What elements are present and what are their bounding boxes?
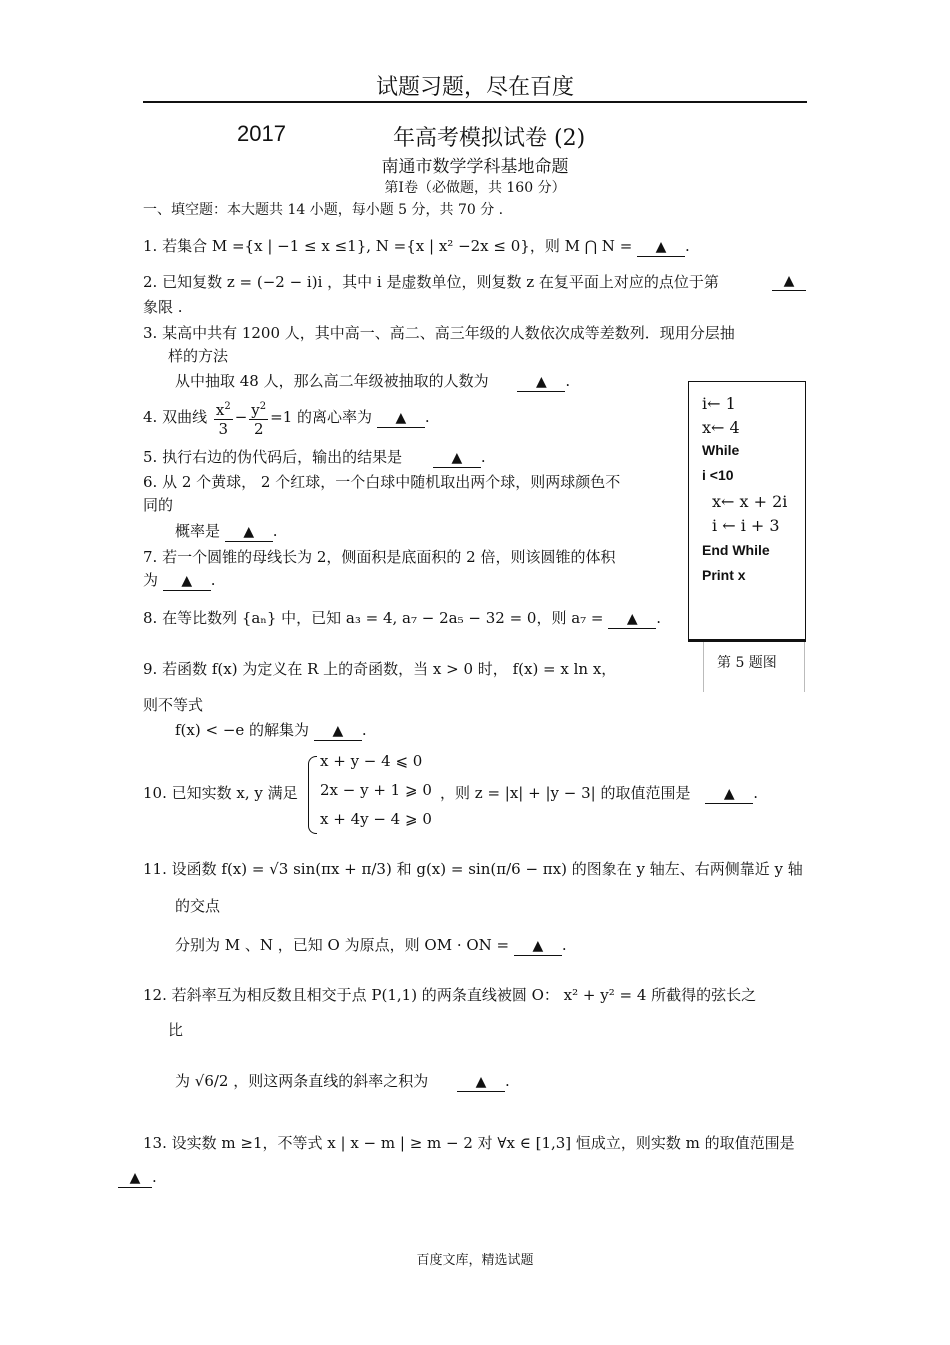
header-rule xyxy=(143,101,807,103)
q11-text-line3: 分别为 M 、N ，已知 O 为原点，则 OM · ON = ▲ . xyxy=(175,936,567,954)
q9-answer-blank: ▲ xyxy=(314,721,362,741)
exam-title: 年高考模拟试卷 (2) xyxy=(393,126,586,151)
question-10: 10. 已知实数 x, y 满足 xyxy=(143,784,298,802)
q12-prompt: 为 √6/2 ，则这两条直线的斜率之积为 xyxy=(175,1072,429,1090)
q2-answer-blank: ▲ xyxy=(772,271,806,291)
q4-text-end: =1 的离心率为 xyxy=(270,408,373,426)
q4-frac-x: $\frac{x^2}{3}$ xyxy=(214,398,233,438)
q7-text-cont: 为 ▲ . xyxy=(143,571,216,589)
q10-text-end: ，则 z = |x| + |y − 3| 的取值范围是 ▲ . xyxy=(440,784,759,802)
code-line-3: While xyxy=(702,442,740,458)
q5-answer-blank: ▲ xyxy=(433,448,481,468)
q3-prompt: 从中抽取 48 人，那么高二年级被抽取的人数为 xyxy=(175,372,489,390)
q9-text-line3: f(x) < −e 的解集为 ▲ . xyxy=(175,721,367,739)
q5-text: 5. 执行右边的伪代码后，输出的结果是 xyxy=(143,448,403,466)
q13-answer-blank: ▲ xyxy=(118,1168,152,1188)
code-line-1: i← 1 xyxy=(702,394,736,413)
q9-text-cont: 则不等式 xyxy=(143,696,204,714)
q11-answer-blank: ▲ xyxy=(514,936,562,956)
q3-answer-blank: ▲ xyxy=(517,372,565,392)
q3-text-line3: 从中抽取 48 人，那么高二年级被抽取的人数为 ▲ . xyxy=(175,372,571,390)
q8-text: 8. 在等比数列 {aₙ} 中，已知 a₃ = 4, a₇ − 2a₅ − 32 = 0，则 a₇ = xyxy=(143,609,604,627)
exam-part: 第Ⅰ卷（必做题，共 160 分） xyxy=(384,180,566,196)
q7-prompt: 为 xyxy=(143,571,159,589)
q12-text-cont: 比 xyxy=(168,1021,184,1039)
page-header-title: 试题习题，尽在百度 xyxy=(375,75,574,100)
question-9: 9. 若函数 f(x) 为定义在 R 上的奇函数，当 x > 0 时， f(x) = x ln x， xyxy=(143,660,617,678)
q13-end: . xyxy=(152,1168,157,1186)
q1-answer-blank: ▲ xyxy=(637,237,685,257)
question-6: 6. 从 2 个黄球， 2 个红球，一个白球中随机取出两个球，则两球颜色不 xyxy=(143,473,621,491)
q10-prompt: ，则 z = |x| + |y − 3| 的取值范围是 xyxy=(440,784,691,802)
code-line-2: x← 4 xyxy=(702,418,740,437)
code-line-6: i ← i + 3 xyxy=(712,516,780,535)
question-5: 5. 执行右边的伪代码后，输出的结果是 ▲ . xyxy=(143,448,486,466)
pseudocode-box xyxy=(688,381,806,642)
q3-text-cont: 样的方法 xyxy=(168,347,229,365)
q10-answer-blank: ▲ xyxy=(705,784,753,804)
figure-caption: 第 5 题图 xyxy=(717,655,777,671)
question-4: 4. 双曲线 $\frac{x^2}{3}$ − $\frac{y^2}{2}$ =1 的离心率为 ▲ . xyxy=(143,398,430,438)
q6-text-line3: 概率是 ▲ . xyxy=(175,522,278,540)
exam-year: 2017 xyxy=(237,121,286,146)
q2-text-cont: 象限 . xyxy=(143,298,183,316)
q9-prompt: f(x) < −e 的解集为 xyxy=(175,721,310,739)
q10-brace xyxy=(308,756,317,834)
question-13: 13. 设实数 m ≥1，不等式 x | x − m | ≥ m − 2 对 ∀x ∈ [1,3] 恒成立，则实数 m 的取值范围是 xyxy=(143,1134,795,1152)
page-footer: 百度文库，精选试题 xyxy=(416,1253,534,1268)
question-8: 8. 在等比数列 {aₙ} 中，已知 a₃ = 4, a₇ − 2a₅ − 32 = 0，则 a₇ = ▲ . xyxy=(143,609,662,627)
code-line-7: End While xyxy=(702,542,770,558)
q6-answer-blank: ▲ xyxy=(225,522,273,542)
q13-text-cont xyxy=(118,1168,157,1188)
section-heading: 一、填空题：本大题共 14 小题，每小题 5 分，共 70 分 . xyxy=(143,202,504,218)
q7-answer-blank: ▲ xyxy=(163,571,211,591)
question-11: 11. 设函数 f(x) = √3 sin(πx + π/3) 和 g(x) = sin(π/6 − πx) 的图象在 y 轴左、右两侧靠近 y 轴 xyxy=(143,860,803,878)
code-line-8: Print x xyxy=(702,567,746,583)
question-1: 1. 若集合 M ={x | −1 ≤ x ≤1}, N ={x | x² −2x ≤ 0}，则 M ⋂ N = ▲ . xyxy=(143,237,690,255)
q10-ineq-1: x + y − 4 ⩽ 0 xyxy=(320,752,423,770)
q1-text: 1. 若集合 M ={x | −1 ≤ x ≤1}, N ={x | x² −2x ≤ 0}，则 M ⋂ N = xyxy=(143,237,633,255)
code-line-5: x← x + 2i xyxy=(712,492,788,511)
q10-ineq-3: x + 4y − 4 ⩾ 0 xyxy=(320,810,432,828)
exam-subtitle: 南通市数学学科基地命题 xyxy=(381,157,569,177)
q12-text-line3: 为 √6/2 ，则这两条直线的斜率之积为 ▲ . xyxy=(175,1072,510,1090)
q4-answer-blank: ▲ xyxy=(377,408,425,428)
q11-text-cont: 的交点 xyxy=(175,897,221,915)
question-3: 3. 某高中共有 1200 人，其中高一、高二、高三年级的人数依次成等差数列．现用分层抽 xyxy=(143,324,735,342)
q6-text-cont: 同的 xyxy=(143,496,174,514)
figure-caption-box xyxy=(703,642,805,692)
q12-answer-blank: ▲ xyxy=(457,1072,505,1092)
question-7: 7. 若一个圆锥的母线长为 2，侧面积是底面积的 2 倍，则该圆锥的体积 xyxy=(143,548,616,566)
q6-prompt: 概率是 xyxy=(175,522,221,540)
question-12: 12. 若斜率互为相反数且相交于点 P(1,1) 的两条直线被圆 O： x² + y² = 4 所截得的弦长之 xyxy=(143,986,757,1004)
question-2 xyxy=(143,271,719,293)
q4-text: 4. 双曲线 xyxy=(143,408,208,426)
q4-frac-y: $\frac{y^2}{2}$ xyxy=(249,398,268,438)
code-line-4: i <10 xyxy=(702,467,734,483)
q11-prompt: 分别为 M 、N ，已知 O 为原点，则 OM · ON = xyxy=(175,936,510,954)
q10-ineq-2: 2x − y + 1 ⩾ 0 xyxy=(320,781,432,799)
q8-answer-blank: ▲ xyxy=(608,609,656,629)
q2-text: 2. 已知复数 z = (−2 − i)i ，其中 i 是虚数单位，则复数 z 在复平面上对应的点位于第 xyxy=(143,273,719,291)
